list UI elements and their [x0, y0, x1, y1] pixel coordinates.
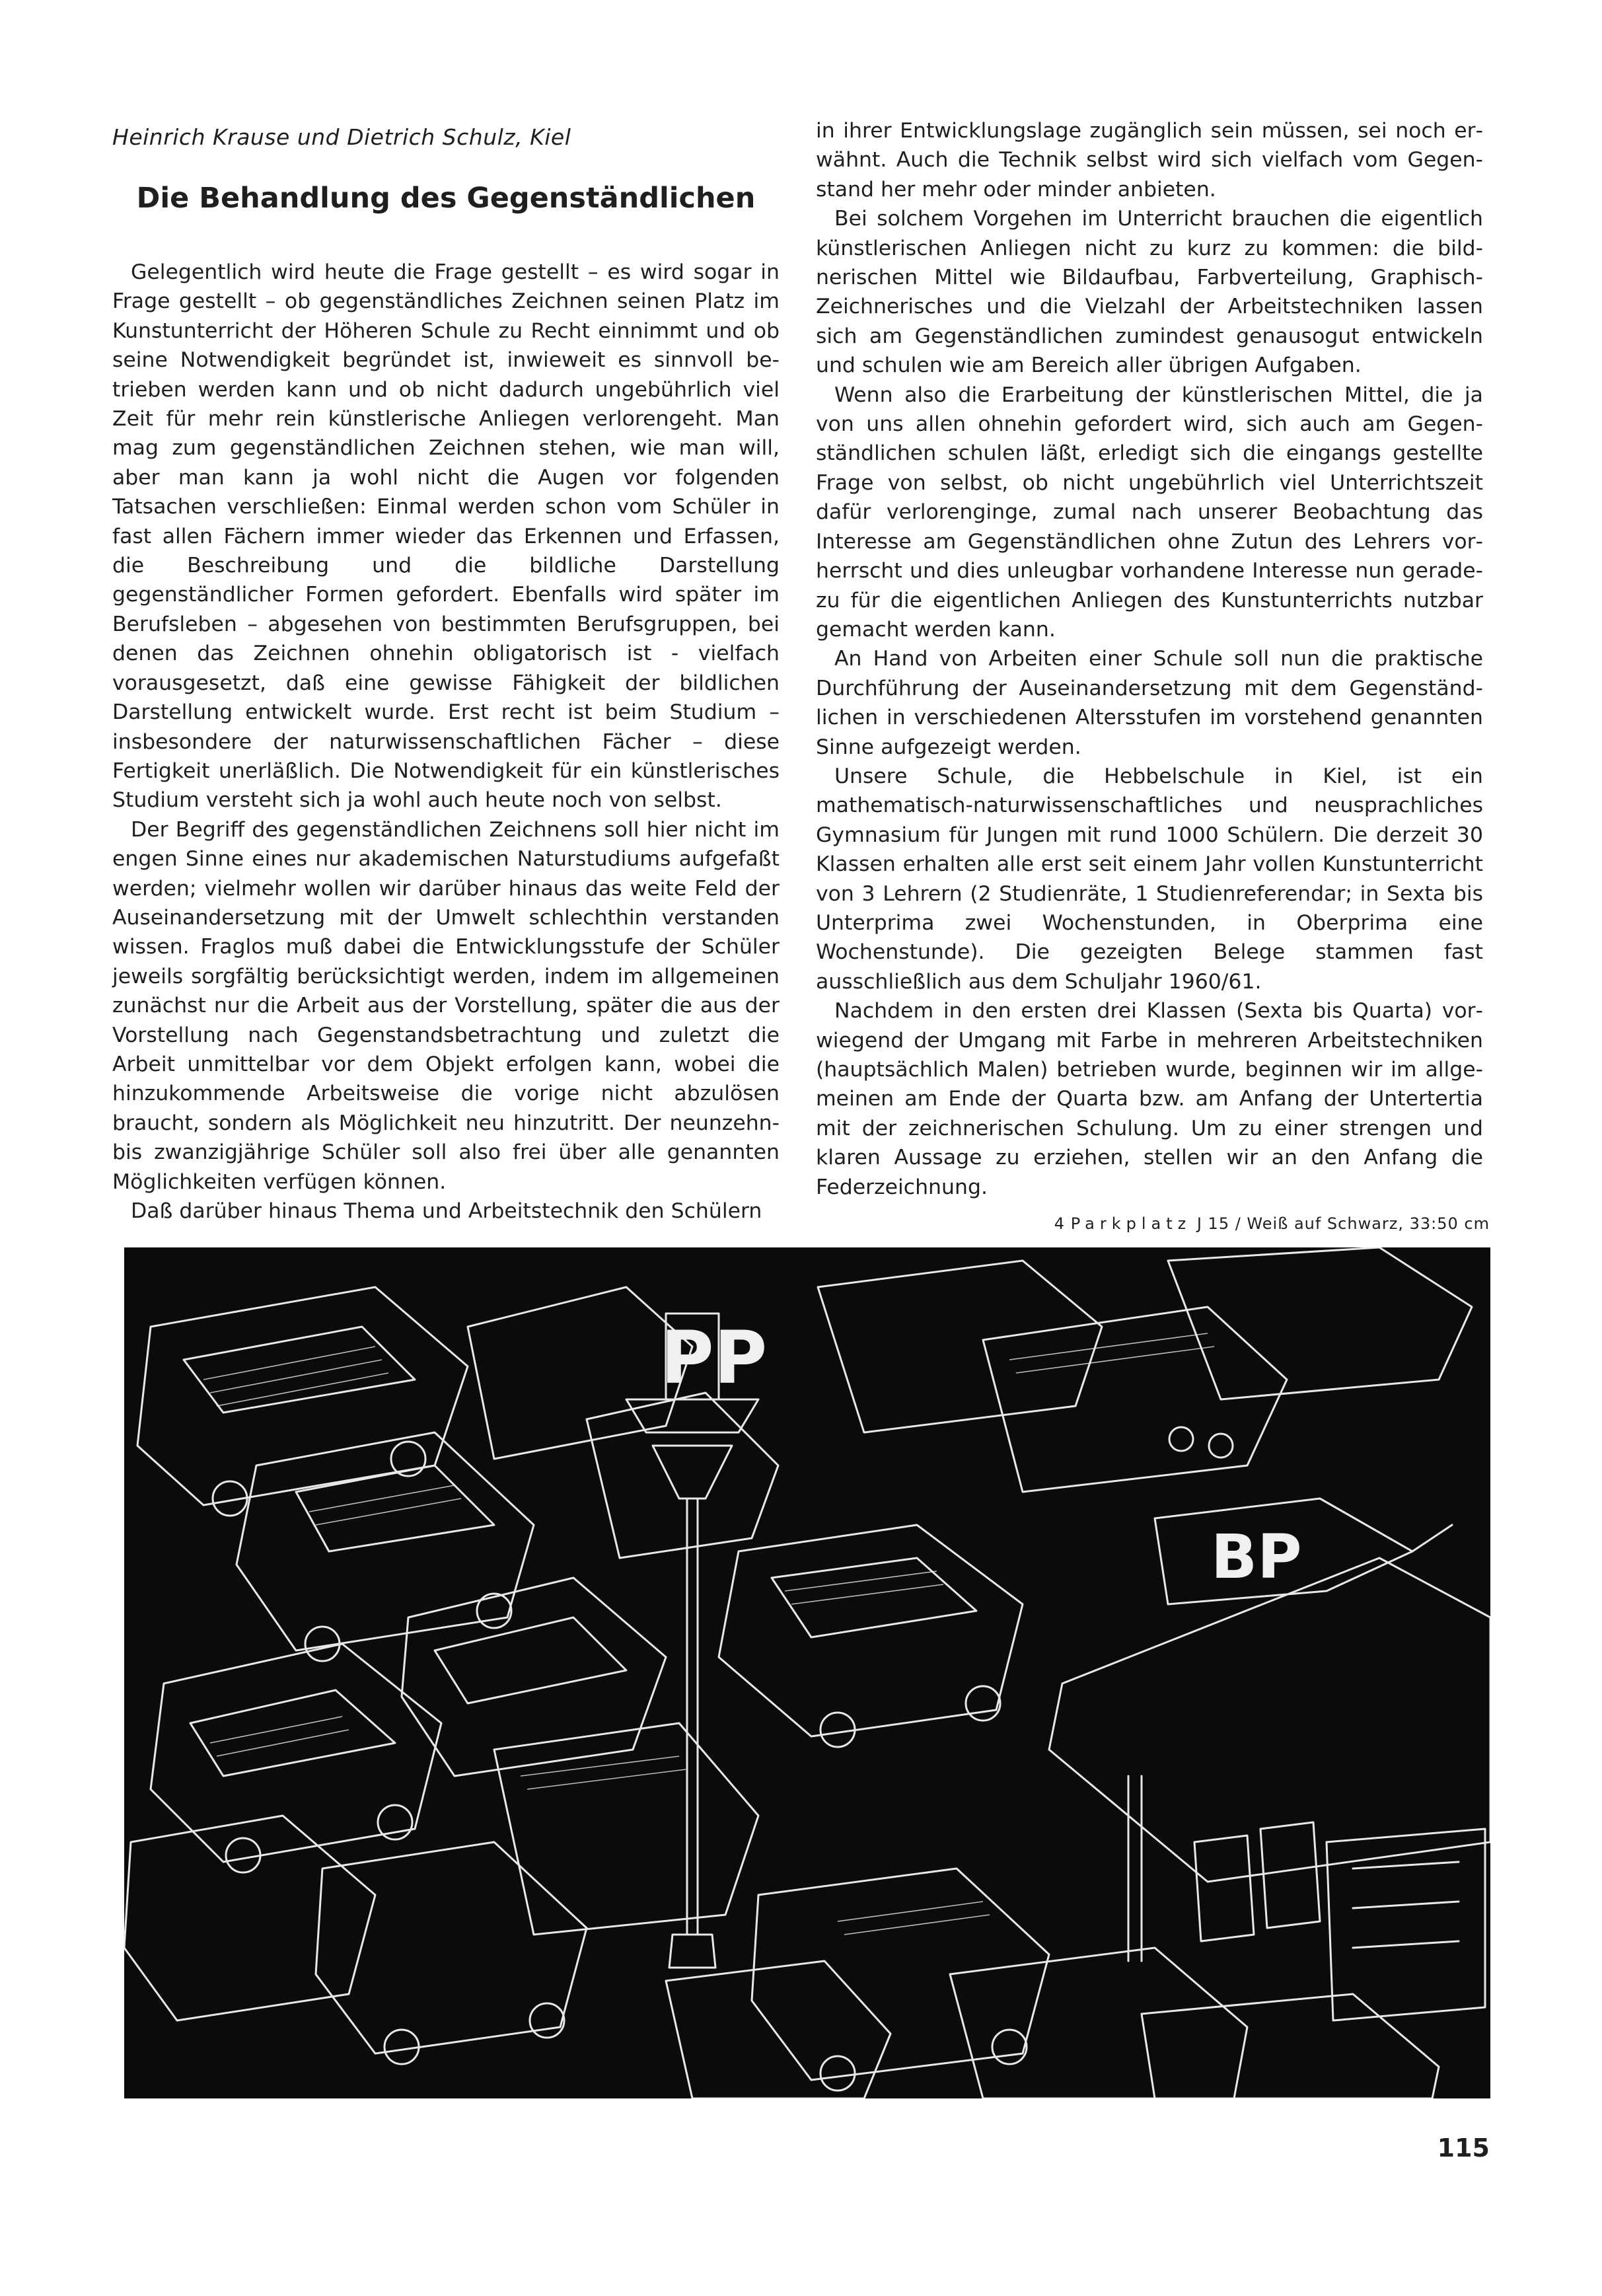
gas-station-sign-text: BP — [1211, 1522, 1302, 1592]
left-column — [112, 112, 780, 1226]
paragraph: An Hand von Arbeiten einer Schule soll nun die praktische Durchführung der Auseinandersetzung mit dem Gegenständlichen in verschiedenen Altersstufen im vorstehend genannten Sinne aufgezeigt werden. — [816, 647, 1483, 759]
page-number: 115 — [1437, 2133, 1490, 2163]
figure-details: J 15 / Weiß auf Schwarz, 33:50 cm — [1196, 1214, 1490, 1233]
paragraph: Wenn also die Erarbeitung der künstlerischen Mittel, die ja von uns allen ohnehin gefordert wird, sich auch am Gegenständlichen schulen läßt, erledigt sich die eingangs gestellte Frage von selbst, ob nicht ungebührlich viel Unterrichtszeit dafür verlorenginge, zumal nach unserer Beobachtung das Interesse am Gegenständlichen ohne Zutun des Lehrers vorherrscht und dies unleugbar vorhandene Interesse nun geradezu für die eigentlichen Anliegen des Kunstunterrichts nutzbar gemacht werden kann. — [816, 383, 1483, 642]
parking-lot-illustration — [124, 1247, 1490, 2098]
author-line: Heinrich Krause und Dietrich Schulz, Kiel — [112, 124, 571, 150]
paragraph: Gelegentlich wird heute die Frage gestellt – es wird sogar in Frage gestellt – ob gegenständliches Zeichnen seinen Platz im Kunstunterricht der Höheren Schule zu Recht einnimmt und ob seine Notwendigkeit begründet ist, inwieweit es sinnvoll betrieben werden kann und ob nicht dadurch ungebührlich viel Zeit für mehr rein künstlerische Anliegen verlorengeht. Man mag zum gegenständlichen Zeichnen stehen, wie man will, aber man kann ja wohl nicht die Augen vor folgenden Tatsachen verschließen: Einmal werden schon vom Schüler in fast allen Fächern immer wieder das Erkennen und Erfassen, die Beschreibung und die bildliche Darstellung gegenständlicher Formen gefordert. Ebenfalls wird später im Berufsleben – abgesehen von bestimmten Berufsgruppen, bei denen das Zeichnen ohnehin obligatorisch ist - vielfach vorausgesetzt, daß eine gewisse Fähigkeit der bildlichen Darstellung entwickelt wurde. Erst recht ist beim Studium – insbesondere der naturwissenschaftlichen Fächer – diese Fertigkeit unerläßlich. Die Notwendigkeit für ein künstlerisches Studium versteht sich ja wohl auch heute noch von selbst. — [112, 260, 780, 813]
right-column — [816, 116, 1483, 1202]
parking-sign-text: PP — [661, 1315, 768, 1400]
paragraph: Nachdem in den ersten drei Klassen (Sexta bis Quarta) vorwiegend der Umgang mit Farbe in mehreren Arbeitstechniken (hauptsächlich Malen) betrieben wurde, beginnen wir im allgemeinen am Ende der Quarta bzw. am Anfang der Untertertia mit der zeichnerischen Schulung. Um zu einer strengen und klaren Aussage zu erziehen, stellen wir an den Anfang die Federzeichnung. — [816, 999, 1483, 1199]
article-title: Die Behandlung des Gegenständlichen — [136, 182, 756, 215]
parking-lot-drawing — [124, 1247, 1490, 2098]
paragraph: Bei solchem Vorgehen im Unterricht brauchen die eigentlich künstlerischen Anliegen nicht zu kurz zu kommen: die bildnerischen Mittel wie Bildaufbau, Farbverteilung, Graphisch-Zeichnerisches und die Vielzahl der Arbeitstechniken lassen sich am Gegenständlichen zumindest genausogut entwickeln und schulen wie am Bereich aller übrigen Aufgaben. — [816, 207, 1483, 378]
paragraph: Daß darüber hinaus Thema und Arbeitstechnik den Schülern — [131, 1199, 762, 1223]
figure-caption — [1054, 1213, 1490, 1234]
figure-title: Parkplatz — [1070, 1214, 1192, 1233]
paragraph: in ihrer Entwicklungslage zugänglich sein müssen, sei noch erwähnt. Auch die Technik selbst wird sich vielfach vom Gegenstand her mehr oder minder anbieten. — [816, 119, 1483, 202]
paragraph: Der Begriff des gegenständlichen Zeichnens soll hier nicht im engen Sinne eines nur akademischen Naturstudiums aufgefaßt werden; vielmehr wollen wir darüber hinaus das weite Feld der Auseinandersetzung mit der Umwelt schlechthin verstanden wissen. Fraglos muß dabei die Entwicklungsstufe der Schüler jeweils sorgfältig berücksichtigt werden, indem im allgemeinen zunächst nur die Arbeit aus der Vorstellung, später die aus der Vorstellung nach Gegenstandsbetrachtung und zuletzt die Arbeit unmittelbar vor dem Objekt erfolgen kann, wobei die hinzukommende Arbeitsweise die vorige nicht abzulösen braucht, sondern als Möglichkeit neu hinzutritt. Der neunzehn- bis zwanzigjährige Schüler soll also frei über alle genannten Möglichkeiten verfügen können. — [112, 817, 780, 1194]
figure-number: 4 — [1054, 1214, 1066, 1233]
paragraph: Unsere Schule, die Hebbelschule in Kiel, ist ein mathematisch-naturwissenschaftliches und neusprachliches Gymnasium für Jungen mit rund 1000 Schülern. Die derzeit 30 Klassen erhalten alle erst seit einem Jahr vollen Kunstunterricht von 3 Lehrern (2 Studienräte, 1 Studienreferendar; in Sexta bis Unterprima zwei Wochenstunden, in Oberprima eine Wochenstunde). Die gezeigten Belege stammen fast ausschließlich aus dem Schuljahr 1960/61. — [816, 764, 1483, 994]
